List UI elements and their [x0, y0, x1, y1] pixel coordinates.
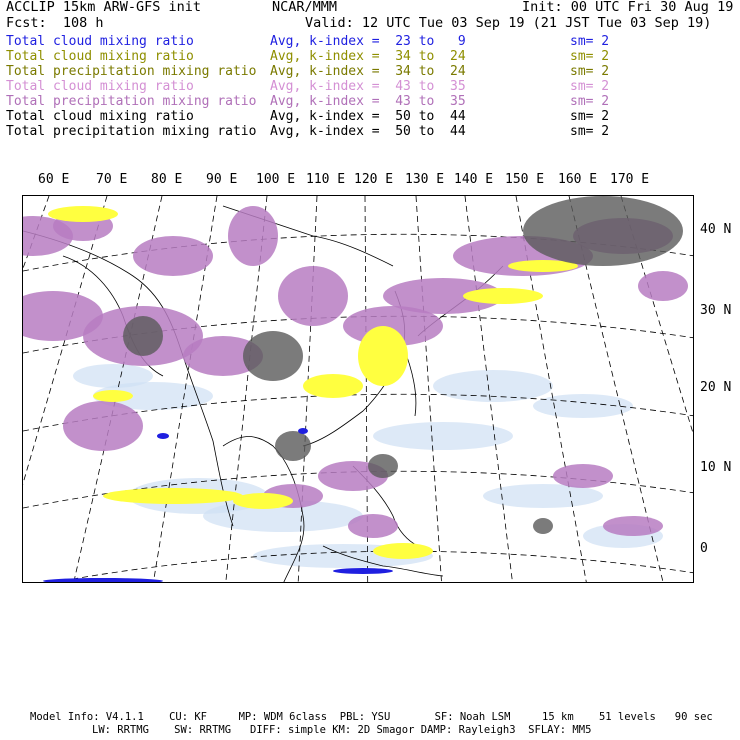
field-avg-6: Avg, k-index = 50 to 44	[270, 124, 466, 139]
top-cloud-2	[123, 316, 163, 356]
lat-label-0: 40 N	[700, 222, 732, 237]
high-cloud-0	[157, 433, 169, 439]
field-sm-5: sm= 2	[570, 109, 610, 124]
mid-cloud-3	[463, 288, 543, 304]
top-cloud-4	[275, 431, 311, 461]
high-cloud-3	[333, 568, 393, 574]
light-cloud-5	[373, 422, 513, 450]
upper-cloud-4	[278, 266, 348, 326]
light-cloud-3	[433, 370, 553, 402]
field-avg-5: Avg, k-index = 50 to 44	[270, 109, 466, 124]
valid-time: Valid: 12 UTC Tue 03 Sep 19 (21 JST Tue 03 Sep 19)	[305, 15, 712, 31]
cloud-map	[23, 196, 694, 583]
lat-label-3: 10 N	[700, 460, 732, 475]
field-sm-1: sm= 2	[570, 49, 610, 64]
field-avg-1: Avg, k-index = 34 to 24	[270, 49, 466, 64]
top-cloud-3	[368, 454, 398, 478]
upper-cloud-2	[133, 236, 213, 276]
lat-label-1: 30 N	[700, 303, 732, 318]
lon-label-2: 80 E	[151, 172, 183, 187]
field-sm-2: sm= 2	[570, 64, 610, 79]
mid-cloud-1	[358, 326, 408, 386]
lon-label-7: 130 E	[405, 172, 445, 187]
field-name-2: Total precipitation mixing ratio	[6, 64, 257, 79]
lat-label-4: 0	[700, 541, 708, 556]
center-label: NCAR/MMM	[272, 0, 338, 15]
field-name-0: Total cloud mixing ratio	[6, 34, 194, 49]
model-info-line1: Model Info: V4.1.1 CU: KF MP: WDM 6class PBL: YSU SF: Noah LSM 15 km 51 levels 90 sec	[30, 711, 713, 723]
model-title: ACCLIP 15km ARW-GFS init	[6, 0, 202, 15]
model-info-line2: LW: RRTMG SW: RRTMG DIFF: simple KM: 2D Smagor DAMP: Rayleigh3 SFLAY: MM5	[92, 724, 592, 736]
light-cloud-4	[533, 394, 633, 418]
lon-label-4: 100 E	[256, 172, 296, 187]
upper-cloud-14	[553, 464, 613, 488]
mid-cloud-4	[103, 488, 243, 504]
mid-cloud-5	[233, 493, 293, 509]
mid-cloud-7	[93, 390, 133, 402]
field-avg-3: Avg, k-index = 43 to 35	[270, 79, 466, 94]
mid-cloud-2	[303, 374, 363, 398]
upper-cloud-13	[638, 271, 688, 301]
field-name-4: Total precipitation mixing ratio	[6, 94, 257, 109]
map-panel	[22, 195, 694, 583]
lon-label-0: 60 E	[38, 172, 70, 187]
lon-label-6: 120 E	[354, 172, 394, 187]
lon-label-5: 110 E	[306, 172, 346, 187]
upper-cloud-7	[63, 401, 143, 451]
top-cloud-1	[243, 331, 303, 381]
field-sm-4: sm= 2	[570, 94, 610, 109]
lat-label-2: 20 N	[700, 380, 732, 395]
lon-label-10: 160 E	[558, 172, 598, 187]
top-cloud-5	[533, 518, 553, 534]
upper-cloud-3	[228, 206, 278, 266]
field-name-5: Total cloud mixing ratio	[6, 109, 194, 124]
field-avg-0: Avg, k-index = 23 to 9	[270, 34, 466, 49]
field-name-1: Total cloud mixing ratio	[6, 49, 194, 64]
init-time: Init: 00 UTC Fri 30 Aug 19	[522, 0, 734, 15]
field-name-6: Total precipitation mixing ratio	[6, 124, 257, 139]
lon-label-3: 90 E	[206, 172, 238, 187]
lon-label-8: 140 E	[454, 172, 494, 187]
lon-label-11: 170 E	[610, 172, 650, 187]
high-cloud-1	[298, 428, 308, 434]
upper-cloud-15	[603, 516, 663, 536]
field-name-3: Total cloud mixing ratio	[6, 79, 194, 94]
light-cloud-7	[73, 364, 153, 388]
lon-label-1: 70 E	[96, 172, 128, 187]
high-cloud-2	[43, 578, 163, 583]
top-cloud-0	[523, 196, 683, 266]
forecast-hour: Fcst: 108 h	[6, 15, 104, 31]
mid-cloud-0	[48, 206, 118, 222]
field-avg-4: Avg, k-index = 43 to 35	[270, 94, 466, 109]
field-sm-0: sm= 2	[570, 34, 610, 49]
mid-cloud-6	[373, 543, 433, 559]
field-sm-3: sm= 2	[570, 79, 610, 94]
upper-cloud-18	[348, 514, 398, 538]
field-sm-6: sm= 2	[570, 124, 610, 139]
lon-label-9: 150 E	[505, 172, 545, 187]
field-avg-2: Avg, k-index = 34 to 24	[270, 64, 466, 79]
